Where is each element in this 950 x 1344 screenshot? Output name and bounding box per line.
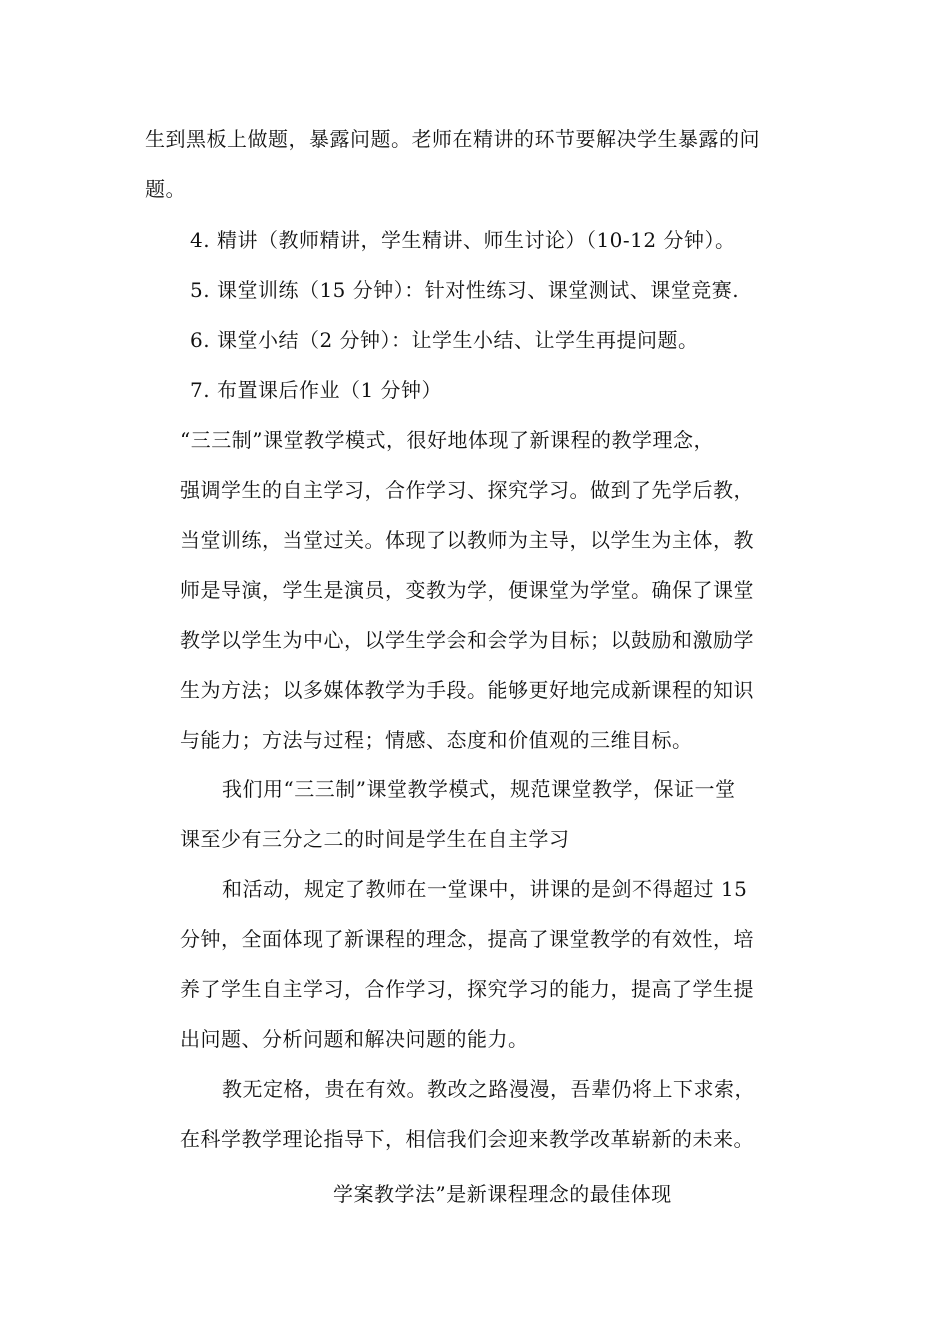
text-line: 教无定格，贵在有效。教改之路漫漫，吾辈仍将上下求索，	[222, 1077, 755, 1101]
section-heading: 学案教学法”是新课程理念的最佳体现	[333, 1182, 672, 1206]
text-line: “三三制”课堂教学模式，很好地体现了新课程的教学理念，	[180, 428, 714, 452]
text-line: 师是导演，学生是演员，变教为学，便课堂为学堂。确保了课堂	[180, 578, 754, 602]
text-line: 生到黑板上做题，暴露问题。老师在精讲的环节要解决学生暴露的问	[145, 127, 760, 151]
list-item: 7. 布置课后作业（1 分钟）	[190, 378, 443, 402]
text-line: 课至少有三分之二的时间是学生在自主学习	[180, 827, 570, 851]
text-line: 我们用“三三制”课堂教学模式，规范课堂教学，保证一堂	[222, 777, 736, 801]
text-line: 教学以学生为中心，以学生学会和会学为目标；以鼓励和激励学	[180, 628, 754, 652]
text-line: 生为方法；以多媒体教学为手段。能够更好地完成新课程的知识	[180, 678, 754, 702]
list-item: 4. 精讲（教师精讲，学生精讲、师生讨论）（10-12 分钟）。	[190, 228, 736, 252]
list-item: 5. 课堂训练（15 分钟）：针对性练习、课堂测试、课堂竞赛.	[190, 278, 740, 302]
list-item: 6. 课堂小结（2 分钟）：让学生小结、让学生再提问题。	[190, 328, 699, 352]
text-line: 当堂训练，当堂过关。体现了以教师为主导，以学生为主体，教	[180, 528, 754, 552]
text-line: 和活动，规定了教师在一堂课中，讲课的是剑不得超过 15	[222, 877, 748, 901]
text-line: 分钟，全面体现了新课程的理念，提高了课堂教学的有效性，培	[180, 927, 754, 951]
text-line: 出问题、分析问题和解决问题的能力。	[180, 1027, 529, 1051]
text-line: 养了学生自主学习，合作学习，探究学习的能力，提高了学生提	[180, 977, 754, 1001]
text-line: 题。	[145, 177, 186, 201]
text-line: 强调学生的自主学习，合作学习、探究学习。做到了先学后教，	[180, 478, 754, 502]
text-line: 在科学教学理论指导下，相信我们会迎来教学改革崭新的未来。	[180, 1127, 754, 1151]
text-line: 与能力；方法与过程；情感、态度和价值观的三维目标。	[180, 728, 693, 752]
